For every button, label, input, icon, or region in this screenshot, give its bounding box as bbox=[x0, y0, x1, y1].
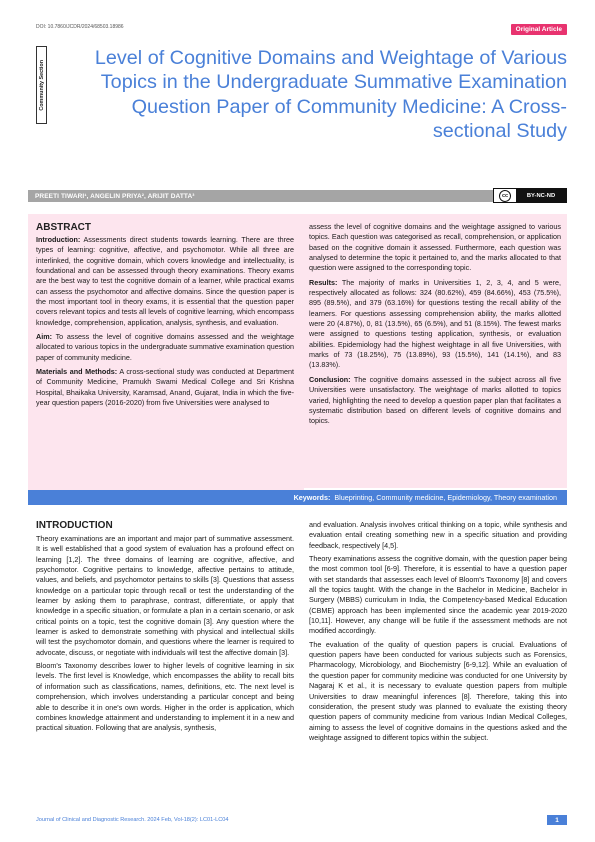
author-bar bbox=[28, 190, 567, 202]
license-label: BY-NC-ND bbox=[516, 189, 566, 202]
abstract-introduction: Introduction: Assessments direct students towards learning. There are three types of learning: cognitive, affective, and psychomotor. While all three are interlinked, the cognitive domain, which covers knowledge and intellectuality, is foundational and can be assessed through theory examinations. Theory exams are the best way to test the cognitive domain of a learner, while practical exams can assess the psychomotor and affective domains. Since the question paper is the most important tool in theory exams, it is essential that the question paper covers relevant topics and tests all levels of cognitive learning, which encompass knowledge, comprehension, application, analysis, synthesis, and evaluation. bbox=[36, 235, 294, 327]
keywords-bar bbox=[28, 490, 567, 505]
abstract-methods: Materials and Methods: A cross-sectional study was conducted at Department of Community Medicine, Pramukh Swami Medical College and Sri Krishna Hospital, Bhaikaka University, Karamsad, Anand, Gujarat, India in which the five-year question papers (2016-2020) from five Universities were analysed to bbox=[36, 367, 294, 408]
section-label: Community Section bbox=[38, 59, 45, 111]
article-type-badge: Original Article bbox=[511, 24, 567, 35]
body-paragraph: The evaluation of the quality of question papers is crucial. Evaluations of question papers have been conducted for various subjects such as Forensics, Pharmacology, Microbiology, and Biochemistry [6-9,12]. While an evaluation of the question paper for community medicine was conducted for one University by Nagaraj K et al., it is necessary to evaluate question papers from multiple Universities to draw meaningful inferences [8]. Therefore, taking this into consideration, the present study was planned to evaluate the existing theory question papers of community medicine from various Indian Medical Colleges, aiming to assess the level of cognitive domains in the questions asked and the weightage assigned to different topics within the subject. bbox=[309, 639, 567, 742]
body-paragraph: Bloom's Taxonomy describes lower to higher levels of cognitive learning in six levels. The first level is Knowledge, which encompasses the ability to recall bits of information such as classifications, names, definitions, etc. The next level is comprehension, which involves understanding a particular concept and being able to describe it in one's own words. Higher in the order is application, which combines knowledge attainment and understanding to implement it in a new and practical situation. Following that are analysis, synthesis, bbox=[36, 661, 294, 733]
introduction-heading: INTRODUCTION bbox=[36, 520, 113, 531]
keywords-label: Keywords: bbox=[293, 493, 331, 502]
body-paragraph: and evaluation. Analysis involves critical thinking on a topic, while synthesis and evaluation entail creating something new in a specific situation and providing feedback, respectively [4,5]. bbox=[309, 520, 567, 550]
journal-footer: Journal of Clinical and Diagnostic Research. 2024 Feb, Vol-18(2): LC01-LC04 bbox=[36, 817, 229, 823]
doi-line: DOI: 10.7860/JCDR/2024/68503.18986 bbox=[36, 24, 124, 30]
article-title: Level of Cognitive Domains and Weightage of Various Topics in the Undergraduate Summative Examination Question Paper of Community Medicine: A Cross-sectional Study bbox=[94, 47, 567, 142]
body-column-left bbox=[36, 520, 294, 737]
keywords-list: Blueprinting, Community medicine, Epidemiology, Theory examination bbox=[334, 493, 557, 502]
author-list: PREETI TIWARI¹, ANGELIN PRIYA², ARIJIT DATTA³ bbox=[35, 192, 195, 200]
abstract-column-left bbox=[36, 222, 294, 413]
cc-icon: cc bbox=[499, 190, 511, 202]
abstract-heading: ABSTRACT bbox=[36, 222, 91, 233]
abstract-conclusion: Conclusion: The cognitive domains assessed in the subject across all five Universities were unsatisfactory. The weightage of marks allotted to topics varied, highlighting the need to develop a question paper plan that facilitates a systematic distribution based on different levels of cognitive domains and topics. bbox=[309, 374, 561, 426]
abstract-results: Results: The majority of marks in Universities 1, 2, 3, 4, and 5 were, respectively allocated as follows: 324 (80.62%), 459 (84.66%), 453 (75.5%), 895 (89.5%), and 379 (63.16%) for questions testing the recall ability of the learners. For questions assessing comprehension ability, the marks allotted were 20 (4.87%), 0, 81 (13.5%), 65 (6.5%), and 51 (8.15%). The fewest marks were assigned to questions testing application, synthesis, or evaluation abilities. Epidemiology had the highest weightage in all five Universities, with marks of 73 (18.25%), 75 (13.89%), 93 (15.5%), 141 (14.1%), and 83 (13.83%). bbox=[309, 277, 561, 370]
cc-license-badge[interactable] bbox=[493, 188, 567, 203]
abstract-methods-continued: assess the level of cognitive domains and the weightage assigned to various topics. Each question was categorised as recall, comprehension, or application based on the cognitive domain it assessed. Furthermore, each question was analysed to determine the topic it pertained to, and the marks allocated to that question were assigned to the corresponding topic. bbox=[309, 222, 561, 273]
body-paragraph: Theory examinations are an important and major part of summative assessment. It is well established that a good system of evaluation has a profound effect on learning [1,2]. The three domains of learning are cognitive, affective, and psychomotor. Cognitive pertains to knowledge, affective pertains to attitude, values, and beliefs, and psychomotor pertains to skills [3]. Questions that assess knowledge on a particular topic through recall or test the understanding of the learner by asking them to paraphrase, contrast, differentiate, or apply that knowledge in a specific situation, or formulate a plan in a certain scenario, or ask critical points on a topic, test the cognitive domain [3]. Any question where the learner is asked to demonstrate something with physical and intellectual skills will test the psychomotor domain, and questions where the learner is required to advocate, discuss, or negotiate with individuals will test the affective domain [3]. bbox=[36, 534, 294, 657]
section-tab bbox=[36, 46, 47, 124]
abstract-aim: Aim: To assess the level of cognitive domains assessed and the weightage allocated to various topics in the undergraduate summative examination question paper of community medicine. bbox=[36, 332, 294, 362]
body-column-right bbox=[309, 520, 567, 746]
page-number: 1 bbox=[547, 815, 567, 825]
body-paragraph: Theory examinations assess the cognitive domain, with the question paper being the most common tool [6-9]. Therefore, it is essential to have a question paper with set standards that assesses each level of Bloom's Taxonomy [8] and covers all the topics taught. With the change in the Bachelor in Medicine, Bachelor in Surgery (MBBS) curriculum in India, the Competency-based Medical Education (CBME) approach has been implemented since the academic year 2019-2020 [10,11]. However, any change will be futile if the assessment methods are not modified accordingly. bbox=[309, 554, 567, 636]
abstract-column-right bbox=[309, 222, 561, 431]
